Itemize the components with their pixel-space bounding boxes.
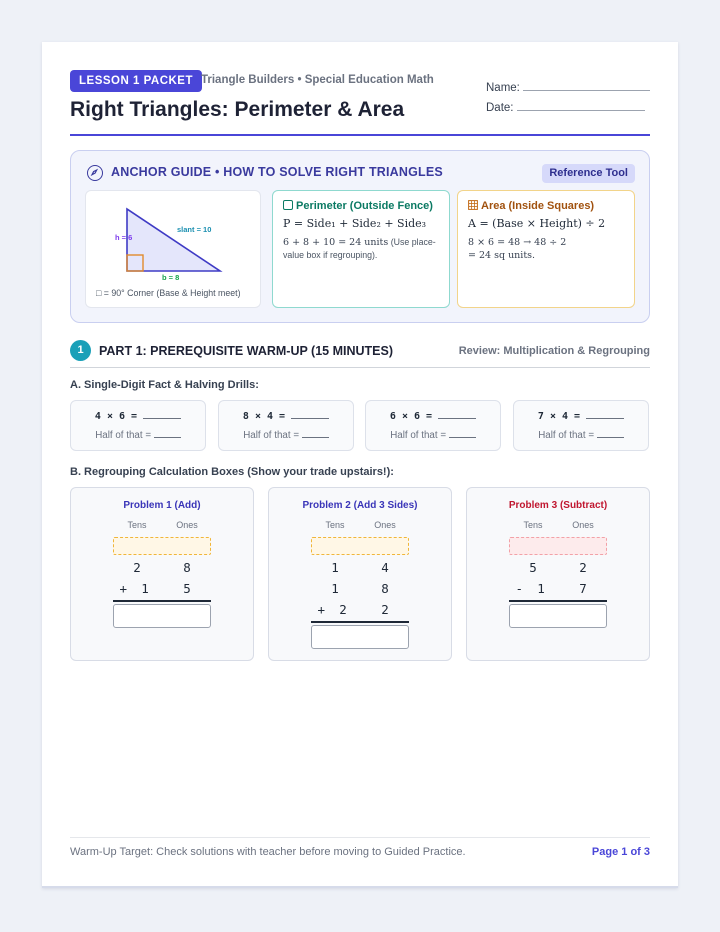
- drill-half-row: [71, 429, 205, 441]
- drill-question: 6 × 6 =: [389, 411, 433, 422]
- perimeter-example-note: (Use place-value box if regrouping).: [283, 237, 436, 260]
- area-example: [468, 236, 630, 262]
- lesson-subtitle: Triangle Builders • Special Education Math: [201, 74, 434, 86]
- ones-digit: 4: [381, 560, 389, 575]
- date-label: Date:: [486, 102, 514, 114]
- drill-card[interactable]: [513, 400, 649, 451]
- date-line[interactable]: [517, 100, 645, 111]
- perimeter-heading: [283, 200, 433, 212]
- drill-half-label: Half of that =: [95, 430, 152, 441]
- tens-header: Tens: [325, 520, 345, 530]
- perimeter-example: [283, 236, 445, 262]
- problem-title: Problem 3 (Subtract): [508, 500, 608, 511]
- slant-label: slant = 10: [177, 225, 212, 234]
- drill-half-row: [219, 429, 353, 441]
- area-example-line2: = 24 sq units.: [468, 250, 536, 261]
- header-rule: [70, 134, 650, 136]
- half-blank[interactable]: [154, 429, 181, 438]
- ones-digit: 8: [183, 560, 191, 575]
- tens-header: Tens: [523, 520, 543, 530]
- grid-icon: [468, 200, 478, 210]
- carry-box[interactable]: [311, 537, 409, 555]
- operator: -: [515, 581, 523, 596]
- answer-box[interactable]: [311, 625, 409, 649]
- perimeter-formula: P = Side₁ + Side₂ + Side₃: [283, 217, 427, 230]
- problem-box: [466, 487, 650, 661]
- right-triangle-diagram: [86, 191, 262, 283]
- perimeter-heading-text: Perimeter (Outside Fence): [296, 200, 433, 212]
- area-card: [457, 190, 635, 308]
- compass-icon: [87, 165, 103, 181]
- lesson-badge: LESSON 1 PACKET: [70, 70, 202, 92]
- ones-digit: 2: [381, 602, 389, 617]
- section-title: PART 1: PREREQUISITE WARM-UP (15 MINUTES): [99, 344, 394, 358]
- drill-card[interactable]: [365, 400, 501, 451]
- drills-heading: A. Single-Digit Fact & Halving Drills:: [70, 379, 259, 391]
- answer-blank[interactable]: [143, 410, 181, 419]
- anchor-title: ANCHOR GUIDE • HOW TO SOLVE RIGHT TRIANGLES: [111, 165, 443, 179]
- footer-note: Warm-Up Target: Check solutions with teacher before moving to Guided Practice.: [70, 846, 466, 858]
- answer-blank[interactable]: [586, 410, 624, 419]
- answer-box[interactable]: [509, 604, 607, 628]
- drill-card[interactable]: [218, 400, 354, 451]
- operator: +: [119, 581, 127, 596]
- drill-half-label: Half of that =: [243, 430, 300, 441]
- base-label: b = 8: [162, 273, 180, 282]
- ones-digit: 2: [579, 560, 587, 575]
- tens-digit: 1: [331, 560, 339, 575]
- drill-question: 8 × 4 =: [242, 411, 286, 422]
- tens-header: Tens: [127, 520, 147, 530]
- sum-line: [509, 600, 607, 602]
- drill-question-row: [71, 410, 205, 422]
- name-label: Name:: [486, 82, 520, 94]
- square-outline-icon: [283, 200, 293, 210]
- tens-digit: 5: [529, 560, 537, 575]
- area-example-line1: 8 × 6 = 48 → 48 ÷ 2: [468, 237, 567, 248]
- problem-title: Problem 2 (Add 3 Sides): [302, 500, 418, 511]
- tens-digit: 2: [339, 602, 347, 617]
- area-formula: A = (Base × Height) ÷ 2: [468, 217, 606, 230]
- problem-box: [268, 487, 452, 661]
- tens-digit: 1: [141, 581, 149, 596]
- carry-box[interactable]: [113, 537, 211, 555]
- half-blank[interactable]: [449, 429, 476, 438]
- boxes-heading: B. Regrouping Calculation Boxes (Show your trade upstairs!):: [70, 466, 394, 478]
- section-review: Review: Multiplication & Regrouping: [458, 345, 650, 357]
- drill-question-row: [366, 410, 500, 422]
- ones-header: Ones: [572, 520, 594, 530]
- reference-tag: Reference Tool: [542, 164, 635, 183]
- drill-question: 7 × 4 =: [537, 411, 581, 422]
- section-number: 1: [70, 340, 91, 361]
- drill-half-row: [514, 429, 648, 441]
- drill-half-label: Half of that =: [538, 430, 595, 441]
- half-blank[interactable]: [302, 429, 329, 438]
- perimeter-example-math: 6 + 8 + 10 = 24 units: [283, 237, 389, 248]
- answer-blank[interactable]: [291, 410, 329, 419]
- drill-question: 4 × 6 =: [94, 411, 138, 422]
- worksheet-page: [42, 42, 678, 888]
- ones-header: Ones: [374, 520, 396, 530]
- ones-digit: 8: [381, 581, 389, 596]
- tens-digit: 1: [537, 581, 545, 596]
- corner-note: □ = 90° Corner (Base & Height meet): [96, 288, 241, 298]
- area-heading: [468, 200, 594, 212]
- ones-digit: 5: [183, 581, 191, 596]
- drill-half-row: [366, 429, 500, 441]
- half-blank[interactable]: [597, 429, 624, 438]
- drill-card[interactable]: [70, 400, 206, 451]
- name-date-fields: [486, 80, 650, 114]
- drill-question-row: [514, 410, 648, 422]
- answer-blank[interactable]: [438, 410, 476, 419]
- name-line[interactable]: [523, 80, 650, 91]
- height-label: h = 6: [115, 233, 133, 242]
- answer-box[interactable]: [113, 604, 211, 628]
- section-rule: [70, 367, 650, 368]
- area-heading-text: Area (Inside Squares): [481, 200, 595, 212]
- ones-digit: 7: [579, 581, 587, 596]
- problem-box: [70, 487, 254, 661]
- ones-header: Ones: [176, 520, 198, 530]
- page-title: Right Triangles: Perimeter & Area: [70, 98, 405, 121]
- perimeter-card: [272, 190, 450, 308]
- tens-digit: 2: [133, 560, 141, 575]
- problem-title: Problem 1 (Add): [123, 500, 201, 511]
- sum-line: [113, 600, 211, 602]
- sum-line: [311, 621, 409, 623]
- drill-half-label: Half of that =: [390, 430, 447, 441]
- page-number: Page 1 of 3: [591, 846, 650, 858]
- footer-rule: [70, 837, 650, 838]
- borrow-box[interactable]: [509, 537, 607, 555]
- anchor-guide: [70, 150, 650, 323]
- triangle-diagram-card: [85, 190, 261, 308]
- tens-digit: 1: [331, 581, 339, 596]
- drill-question-row: [219, 410, 353, 422]
- operator: +: [317, 602, 325, 617]
